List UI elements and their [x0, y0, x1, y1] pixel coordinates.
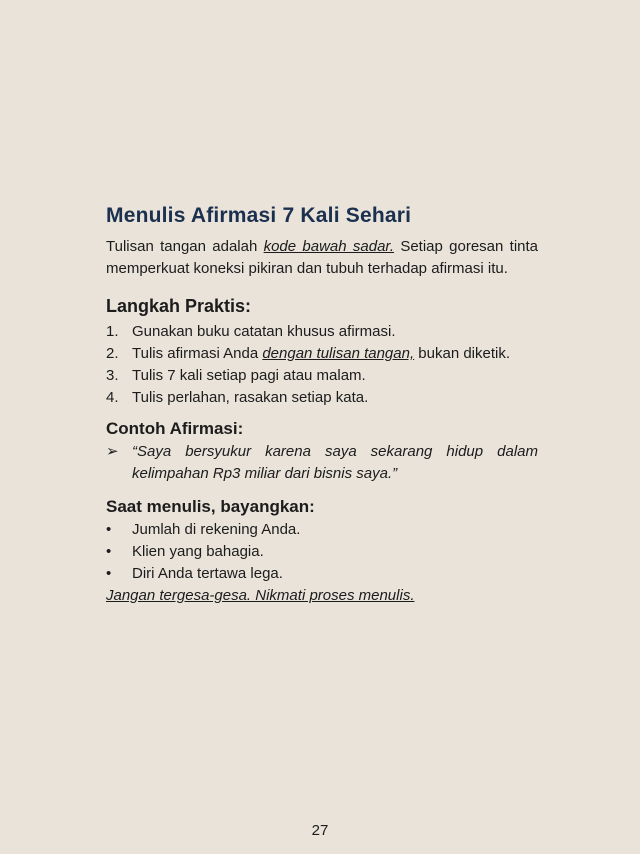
list-item — [106, 387, 538, 409]
intro-text-before: Tulisan tangan adalah — [106, 238, 264, 255]
list-item-text: Tulis 7 kali setiap pagi atau malam. — [132, 367, 366, 384]
list-item — [106, 519, 538, 541]
example-quote: “Saya bersyukur karena saya sekarang hidup dalam kelimpahan Rp3 miliar dari bisnis saya.” — [132, 443, 538, 482]
list-item-text: Klien yang bahagia. — [132, 543, 264, 560]
list-item — [106, 365, 538, 387]
list-item — [106, 563, 538, 585]
bullet-icon: • — [106, 543, 112, 560]
step-text-before: Tulis afirmasi Anda — [132, 345, 263, 362]
list-item-text: Jumlah di rekening Anda. — [132, 521, 301, 538]
steps-heading: Langkah Praktis: — [106, 296, 252, 316]
intro-emphasis: kode bawah sadar. — [263, 238, 395, 255]
page-content — [106, 204, 538, 607]
visualize-list — [106, 519, 538, 585]
list-marker: 4. — [106, 389, 119, 406]
example-item — [106, 441, 538, 485]
closing-note: Jangan tergesa-gesa. Nikmati proses menulis. — [106, 587, 415, 604]
list-marker: 3. — [106, 367, 119, 384]
step-emphasis: dengan tulisan tangan, — [262, 345, 415, 362]
bullet-icon: • — [106, 521, 112, 538]
list-item — [106, 321, 538, 343]
visualize-heading: Saat menulis, bayangkan: — [106, 497, 315, 516]
list-marker: 2. — [106, 345, 119, 362]
page-title: Menulis Afirmasi 7 Kali Sehari — [106, 204, 412, 227]
list-item-text: Tulis perlahan, rasakan setiap kata. — [132, 389, 369, 406]
list-item-text: Gunakan buku catatan khusus afirmasi. — [132, 323, 396, 340]
list-item-text: Diri Anda tertawa lega. — [132, 565, 283, 582]
page-number: 27 — [311, 822, 329, 839]
intro-text-after: Setiap goresan tinta memperkuat koneksi pikiran dan tubuh terhadap afirmasi itu. — [106, 238, 539, 277]
bullet-icon: • — [106, 565, 112, 582]
list-item-text — [132, 343, 538, 365]
steps-list — [106, 321, 538, 409]
arrow-bullet-icon: ➢ — [106, 443, 119, 460]
example-heading: Contoh Afirmasi: — [106, 419, 244, 438]
step-text-after: bukan diketik. — [414, 345, 511, 362]
intro-paragraph — [106, 236, 538, 280]
list-marker: 1. — [106, 323, 119, 340]
list-item — [106, 541, 538, 563]
list-item — [106, 343, 538, 365]
